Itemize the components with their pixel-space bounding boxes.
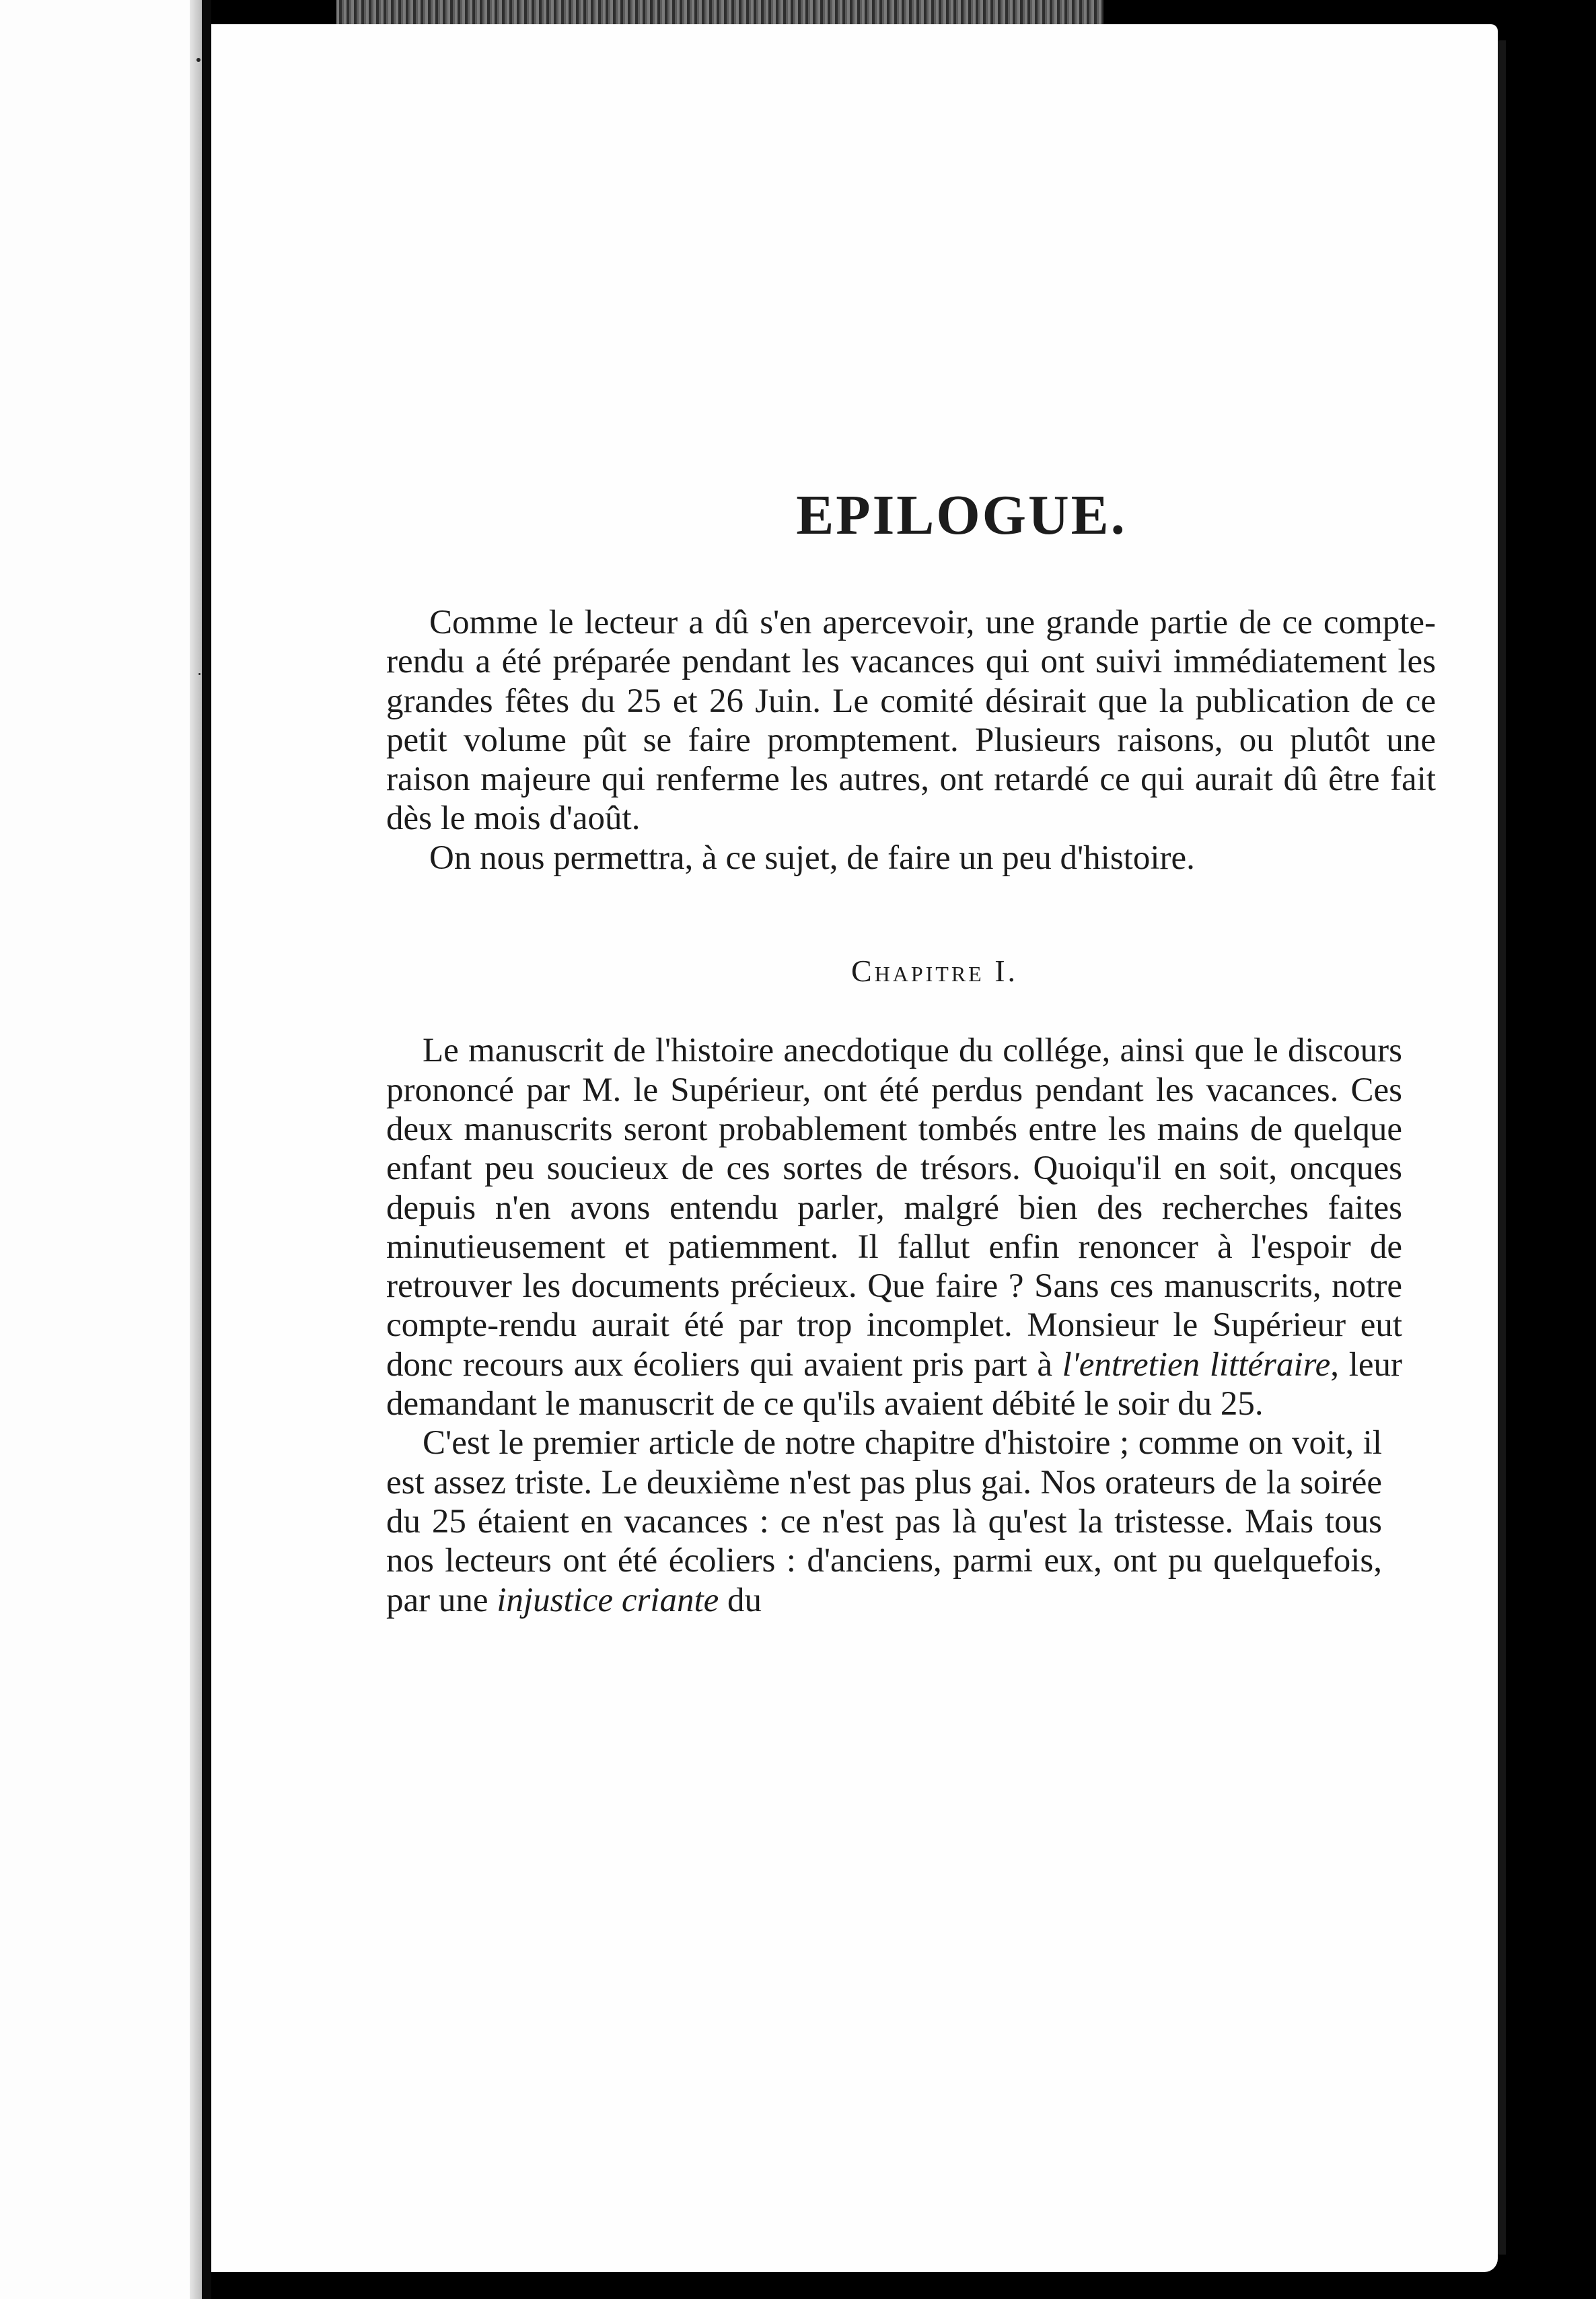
chapter-paragraph-text: du	[719, 1581, 762, 1619]
chapter-paragraph	[386, 1031, 1436, 1423]
paper-speck	[198, 673, 201, 675]
chapter-paragraph	[386, 1423, 1436, 1619]
italic-phrase: injustice criante	[497, 1581, 719, 1619]
intro-paragraph: Comme le lecteur a dû s'en apercevoir, une grande partie de ce compte-rendu a été préparée pendant les vacances qui ont suivi immédiatement les grandes fêtes du 25 et 26 Juin. Le comité désirait que la publication de ce petit volume pût se faire promptement. Plusieurs raisons, ou plutôt une raison majeure qui renferme les autres, ont retardé ce qui aurait dû être fait dès le mois d'août.	[386, 604, 1436, 838]
book-page	[211, 24, 1498, 2272]
chapter-heading-text: Chapitre I.	[850, 954, 1019, 989]
paper-speck	[196, 58, 201, 62]
italic-phrase: l'entretien littéraire	[1062, 1345, 1331, 1384]
chapter-paragraph-text: Le manuscrit de l'histoire anecdotique du collége, ainsi que le discours prononcé par M. le Supérieur, ont été perdus pendant les vacances. Ces deux manuscrits seront probablement tombés entre les mains de quelque enfant peu soucieux de ces sortes de trésors. Quoiqu'il en soit, oncques depuis n'en avons entendu parler, malgré bien des recherches faites minutieusement et patiemment. Il fallut enfin renoncer à l'espoir de retrouver les documents précieux. Que faire ? Sans ces manuscrits, notre compte-rendu aurait été par trop incomplet. Monsieur le Supérieur eut donc recours aux écoliers qui avaient pris part à	[386, 1032, 1402, 1384]
chapter-heading	[386, 952, 1436, 991]
page-title: EPILOGUE.	[796, 484, 1127, 546]
chapter-paragraph-text: , leur demandant le manuscrit de ce qu'ils avaient débité le soir du 25.	[386, 1345, 1403, 1423]
page-right-edge	[1498, 40, 1506, 2255]
facing-page	[0, 0, 202, 2299]
chapter-paragraph-text: C'est le premier article de notre chapitre d'histoire ; comme on voit, il est assez triste. Le deuxième n'est pas plus gai. Nos orateurs de la soirée du 25 étaient en vacances : ce n'est pas là qu'est la tristesse. Mais tous nos lecteurs ont été écoliers : d'anciens, parmi eux, ont pu quelquefois, par une	[386, 1424, 1382, 1619]
intro-paragraph: On nous permettra, à ce sujet, de faire un peu d'histoire.	[429, 839, 1195, 877]
page-content	[386, 483, 1436, 1620]
facing-page-shadow	[190, 0, 202, 2299]
book-gutter	[202, 0, 211, 2299]
binding-strip	[336, 0, 1103, 24]
